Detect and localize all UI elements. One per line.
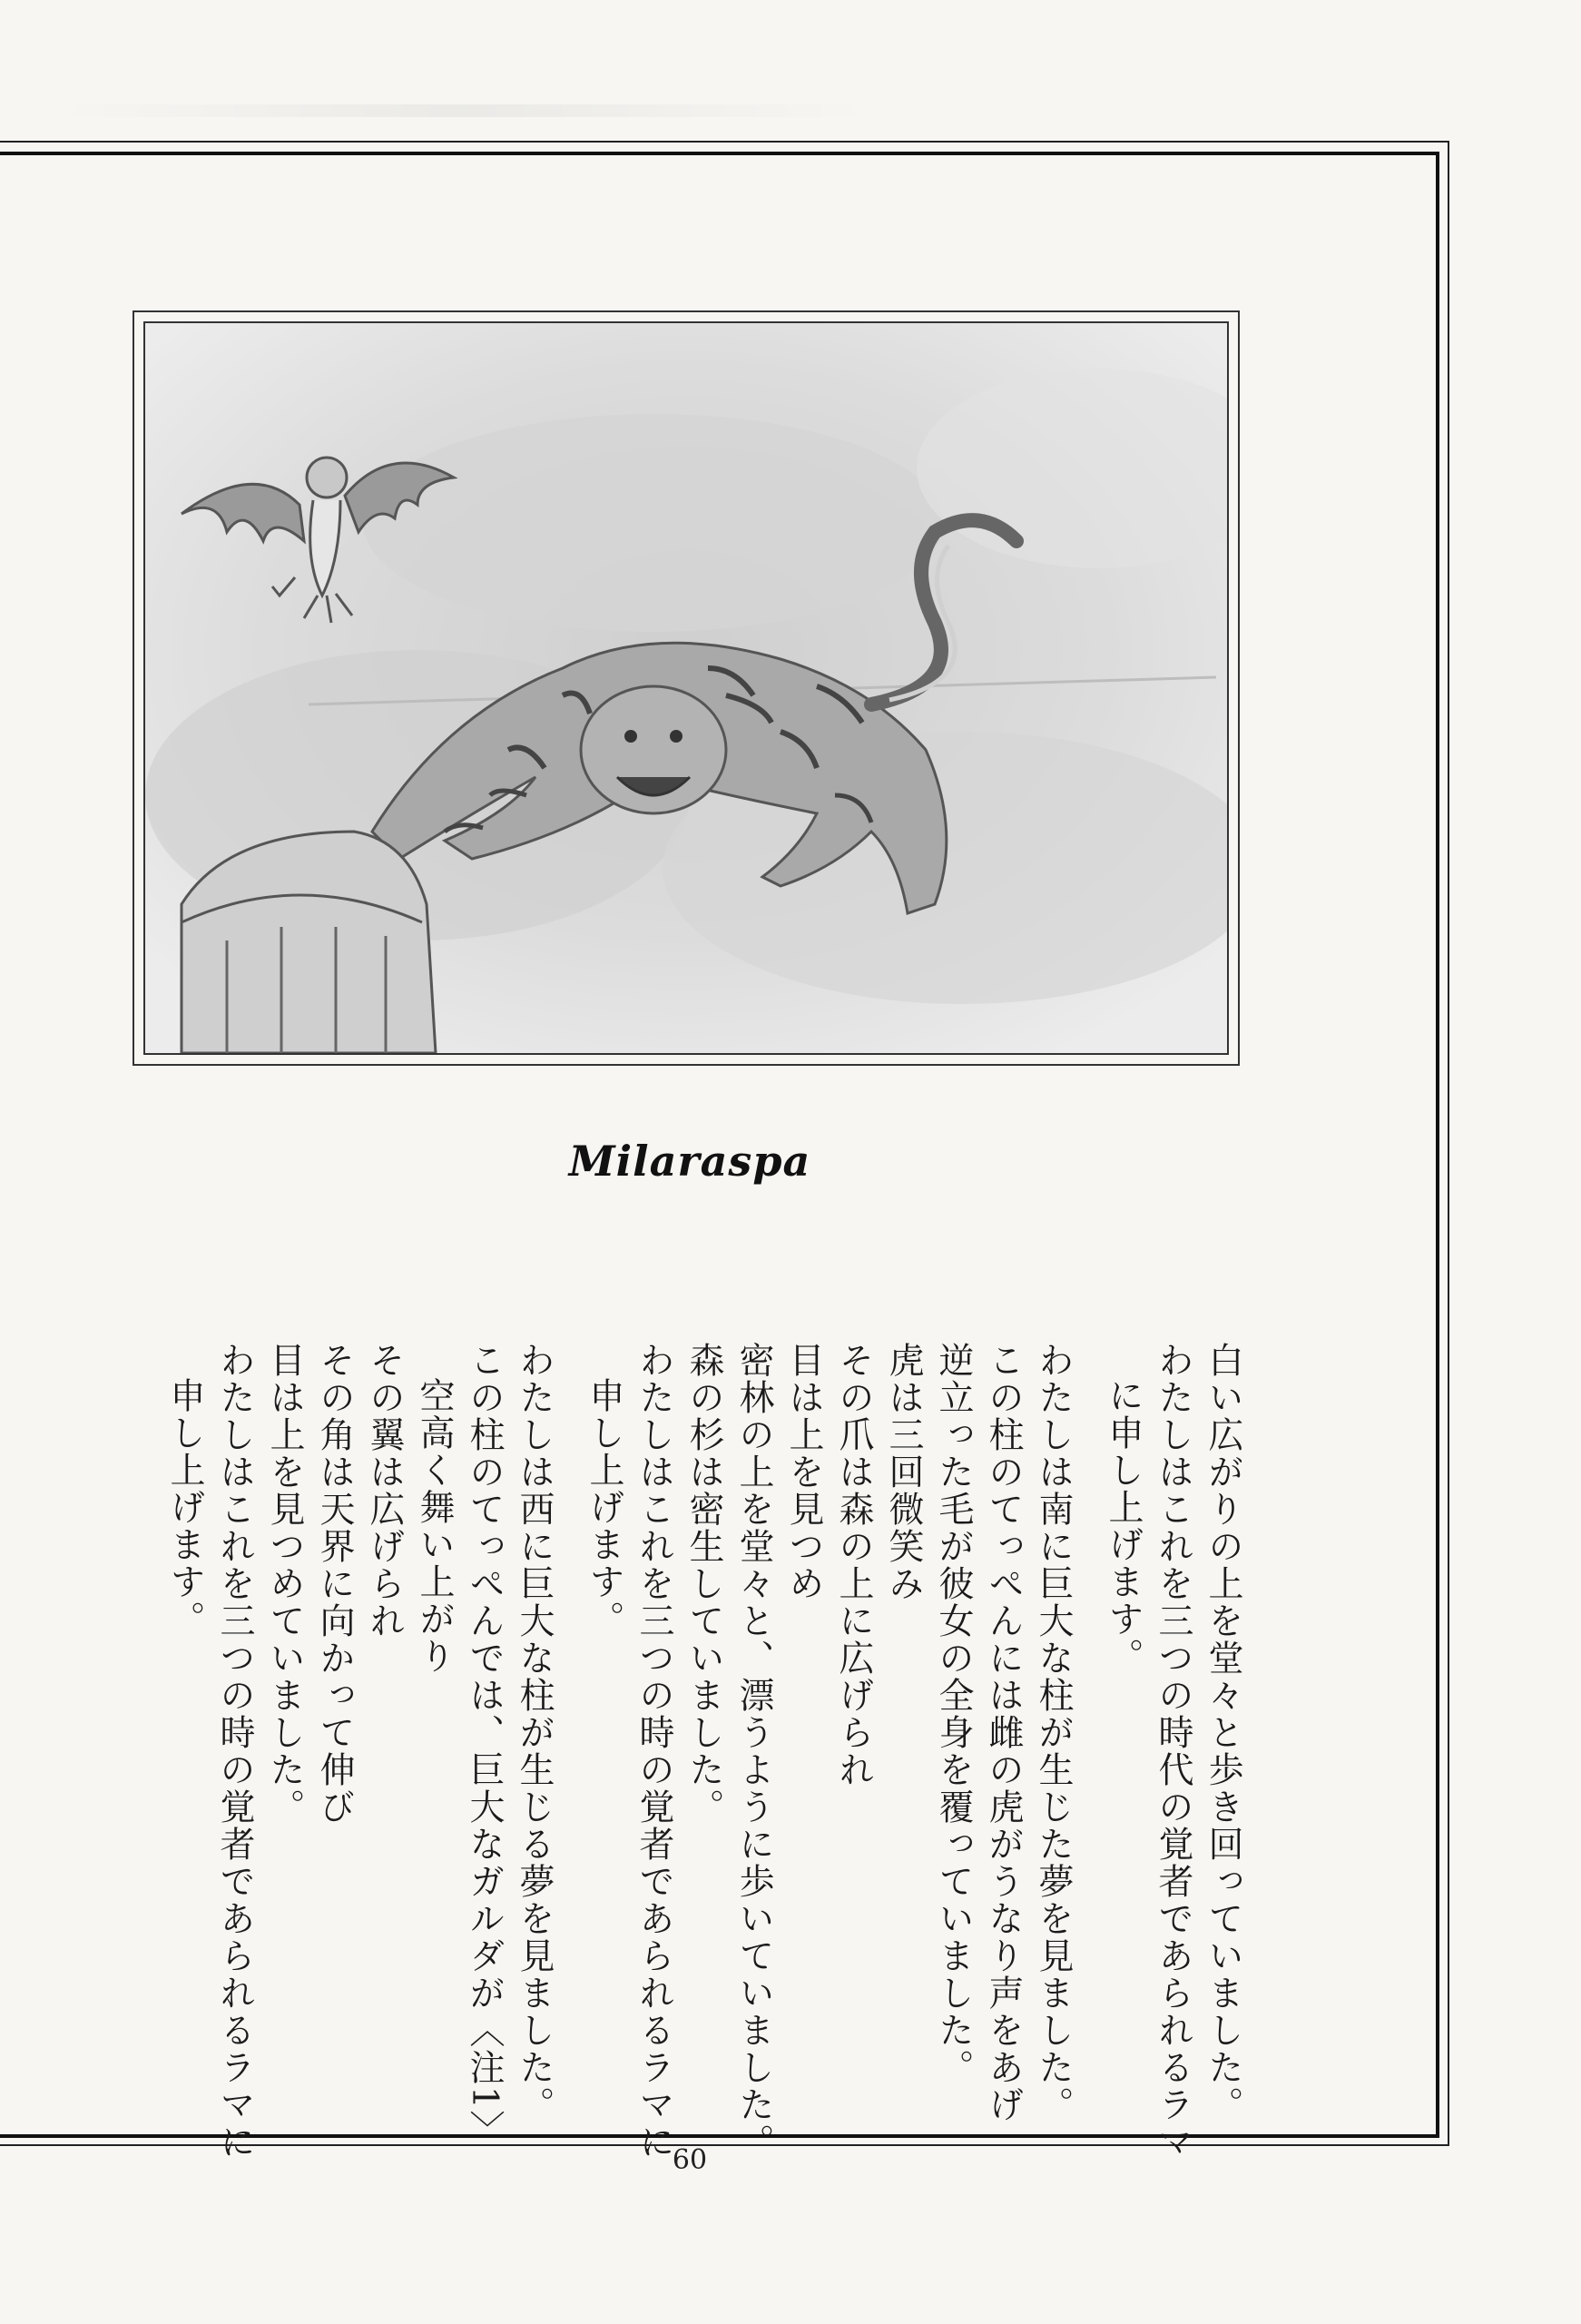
poem-line: その翼は広げられ: [364, 1342, 405, 1640]
page-title: Milaraspa: [568, 1137, 811, 1186]
poem-line: に申し上げます。: [1103, 1377, 1144, 1675]
illustration-frame: [133, 310, 1240, 1066]
poem-line: 密林の上を堂々と、漂うように歩いていました。: [733, 1342, 774, 2161]
poem-line: 白い広がりの上を堂々と歩き回っていました。: [1203, 1342, 1243, 2123]
poem-line: わたしはこれを三つの時代の覚者であられるラマ: [1153, 1342, 1193, 2161]
poem-line: 空高く舞い上がり: [414, 1377, 455, 1675]
illustration: [143, 321, 1229, 1055]
poem-line: その角は天界に向かって伸び: [314, 1342, 355, 1826]
poem-line: 目は上を見つめていました。: [264, 1342, 305, 1826]
poem-line: わたしはこれを三つの時の覚者であられるラマに: [214, 1342, 255, 2161]
poem-line: この柱のてっぺんには雌の虎がうなり声をあげ: [983, 1342, 1024, 2123]
poem-line: 森の杉は密生していました。: [683, 1342, 724, 1826]
page-number: 60: [672, 2144, 708, 2176]
poem-line: わたしは西に巨大な柱が生じる夢を見ました。: [514, 1342, 555, 2123]
poem-line: その爪は森の上に広げられ: [833, 1342, 874, 1788]
tiger-garuda-illustration: [145, 323, 1227, 1053]
poem-line: 目は上を見つめ: [783, 1342, 824, 1602]
poem-line: わたしは南に巨大な柱が生じた夢を見ました。: [1033, 1342, 1074, 2123]
poem-line: わたしはこれを三つの時の覚者であられるラマに: [633, 1342, 674, 2161]
poem-line: 虎は三回微笑み: [883, 1342, 924, 1602]
poem-line: 逆立った毛が彼女の全身を覆っていました。: [933, 1342, 974, 2086]
stanza-gap: [1078, 1342, 1098, 1995]
poem-line: この柱のてっぺんでは、巨大なガルダが〈注1〉: [464, 1342, 505, 2148]
poem-line: 申し上げます。: [164, 1377, 205, 1638]
stanza-gap: [559, 1342, 579, 1995]
reverse-side-bleed: [54, 104, 871, 117]
poem-line: 申し上げます。: [584, 1377, 624, 1638]
pillar-icon: [182, 832, 436, 1053]
